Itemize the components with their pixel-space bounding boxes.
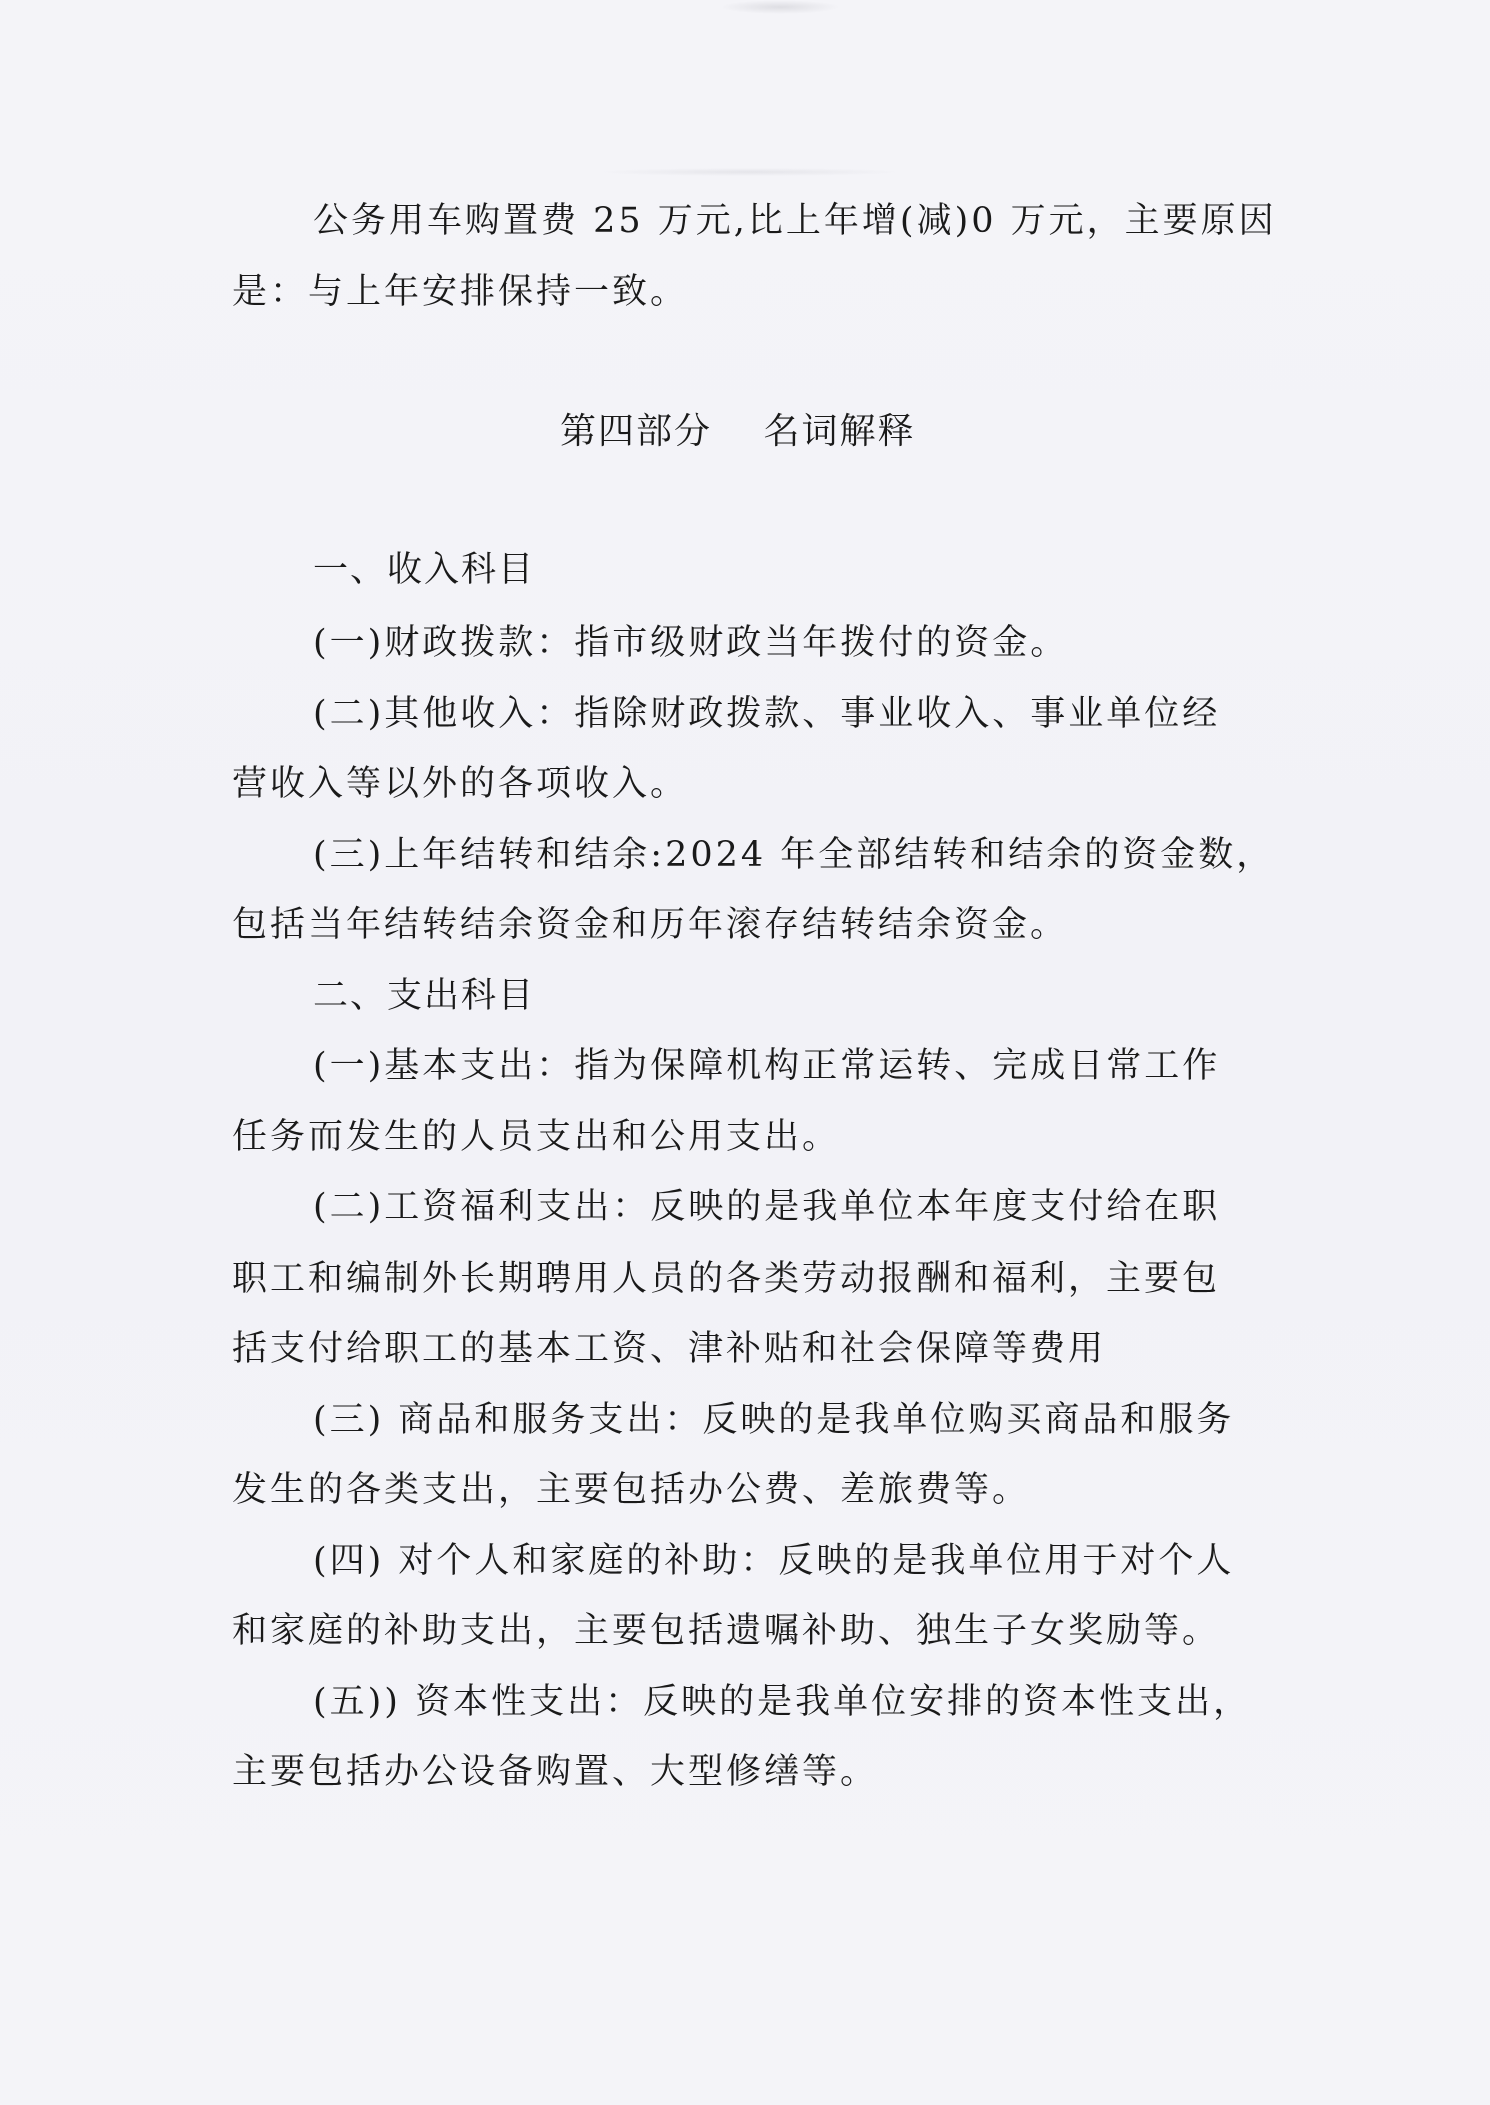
expense-item-2-line-2: 职工和编制外长期聘用人员的各类劳动报酬和福利，主要包: [232, 1259, 1221, 1299]
expense-item-1-line-2: 任务而发生的人员支出和公用支出。: [232, 1117, 841, 1157]
expense-item-2-line-3: 括支付给职工的基本工资、津补贴和社会保障等费用: [232, 1329, 1107, 1369]
expense-heading: 二、支出科目: [313, 976, 536, 1016]
intro-line-1: 公务用车购置费 25 万元,比上年增(减)0 万元，主要原因: [313, 201, 1277, 241]
expense-item-5-line-1: (五)) 资本性支出：反映的是我单位安排的资本性支出，: [313, 1682, 1252, 1722]
income-item-2-line-1: (二)其他收入：指除财政拨款、事业收入、事业单位经: [313, 694, 1221, 734]
expense-item-4-line-2: 和家庭的补助支出，主要包括遗嘱补助、独生子女奖励等。: [232, 1611, 1221, 1651]
expense-item-1-line-1: (一)基本支出：指为保障机构正常运转、完成日常工作: [313, 1046, 1221, 1086]
expense-item-4-line-1: (四) 对个人和家庭的补助：反映的是我单位用于对个人: [313, 1541, 1235, 1581]
intro-line-2: 是：与上年安排保持一致。: [232, 272, 689, 312]
expense-item-2-line-1: (二)工资福利支出：反映的是我单位本年度支付给在职: [313, 1187, 1221, 1227]
section-title: 第四部分 名词解释: [560, 411, 916, 452]
income-item-3-line-2: 包括当年结转结余资金和历年滚存结转结余资金。: [232, 905, 1069, 945]
expense-item-5-line-2: 主要包括办公设备购置、大型修缮等。: [232, 1752, 879, 1792]
income-item-1: (一)财政拨款：指市级财政当年拨付的资金。: [313, 623, 1069, 663]
scan-artifact: [720, 0, 840, 14]
expense-item-3-line-1: (三) 商品和服务支出：反映的是我单位购买商品和服务: [313, 1400, 1235, 1440]
income-item-2-line-2: 营收入等以外的各项收入。: [232, 764, 689, 804]
income-heading: 一、收入科目: [313, 550, 536, 590]
scan-artifact: [600, 168, 900, 176]
income-item-3-line-1: (三)上年结转和结余:2024 年全部结转和结余的资金数，: [313, 835, 1275, 875]
expense-item-3-line-2: 发生的各类支出，主要包括办公费、差旅费等。: [232, 1470, 1031, 1510]
